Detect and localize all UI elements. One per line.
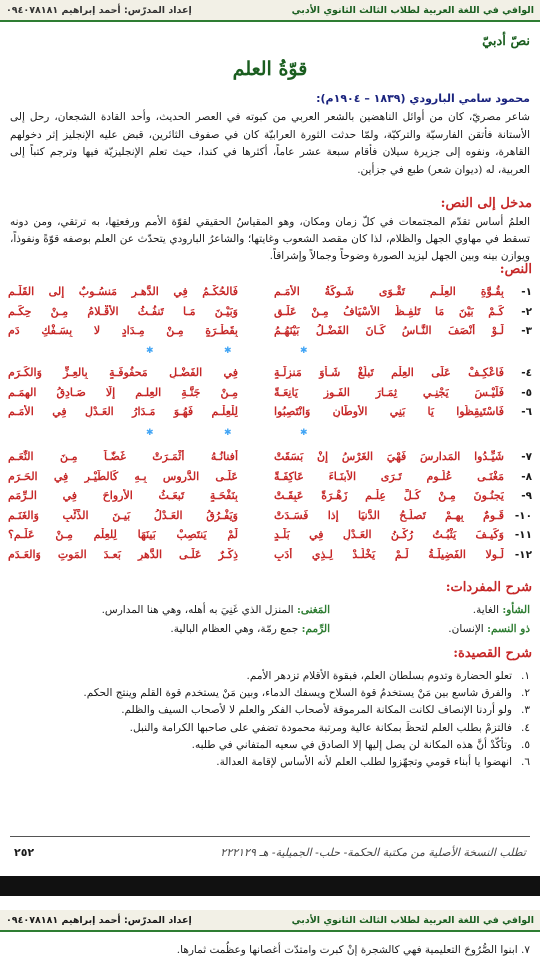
verse xyxy=(8,450,532,470)
item-text: تعلو الحضارة وتدوم بسلطان العلم، فبقوة الأقلام تزدهر الأمم. xyxy=(246,670,512,682)
list-item xyxy=(10,702,530,719)
verse-second-hemistich: لِلْعِلْـمِ فَهُـوَ مَـدَارُ العَـدْلِ فِي الأُمَـمِ xyxy=(8,405,238,418)
explanation-list xyxy=(10,668,530,771)
vocab-heading: شرح المفردات: xyxy=(445,580,532,595)
verse-number: ١٢- xyxy=(514,548,532,561)
item-text: انهضوا يا أبناء قومي وتجهّزوا لطلب العلم لأنه الأساس لإقامة العدالة. xyxy=(216,756,512,769)
vocab-term: ذو النسم: xyxy=(487,623,530,635)
star-icon: ✱ xyxy=(146,346,154,356)
page-header xyxy=(0,0,540,22)
verse-first-hemistich: فَلَيْـسَ يَجْنِـي ثِمَـارَ الفَـوزِ يَانِعَـةً xyxy=(274,385,504,399)
vocab-item xyxy=(473,601,530,620)
verse-first-hemistich: فَاعْكِـفْ عَلَى العِلْمِ تَبلُغْ شَـأْوَ مَنزِلَـةٍ xyxy=(274,366,504,379)
item-text: وتأكّدْ أنَّ هذه المكانة لن يصل إليها إلا الصادق في سعيه المتفاني في طلبه. xyxy=(191,738,512,751)
verse-number: ٥- xyxy=(521,386,532,399)
lesson-title: قوّةُ العلم xyxy=(232,58,308,80)
verse xyxy=(8,509,532,529)
star-icon: ✱ xyxy=(224,346,232,356)
verse xyxy=(8,285,532,305)
verse-second-hemistich: فِي الفَضْـلِ مَحفُوفَـةٍ بِالعِـزِّ وَالكَـرَمِ xyxy=(8,366,238,379)
verse-second-hemistich: أَفنانُـهُ أَثْمَـرَتْ غَضّـاً مِـنَ النِّعَـمِ xyxy=(8,450,238,463)
verse-number: ٨- xyxy=(521,470,532,483)
list-item xyxy=(10,668,530,685)
item-text: والفرق شاسع بين مَنْ يستخدمُ قوة السلاح ويسفك الدماء، وبين مَنْ يستخدم قوة القلم وينتج الحكم. xyxy=(83,687,512,700)
verse-first-hemistich: شَيِّـدُوا المَدارسَ فَهْيَ الغَرْسُ إنْ بَسَقَتْ xyxy=(274,450,504,463)
list-item xyxy=(10,720,530,737)
vocab-item xyxy=(170,620,330,639)
verse-number: ١١- xyxy=(514,529,532,541)
verse xyxy=(8,386,532,406)
author-credit: إعداد المدرّس: أحمد إبراهيم ٠٩٤٠٧٨١٨١ xyxy=(6,4,192,16)
poem-stanza-3 xyxy=(8,450,532,567)
vocab-definition: الغاية. xyxy=(472,604,500,616)
intro-text: العلمُ أساس تقدّم المجتمعات في كلّ زمان ومكان، وهو المقياسُ الحقيقي لقوّة الأمم ورفعتِها، به ترتقي، ومن دونه تسقط في مهاوي الجهل والظلام، لذا كان مقصد الشعوب وغايتها؛ والشاعرُ البارودي يتحدّث عن العلم بوصفه قوّةً ونفوذاً، ويوازن بينه وبين الجهل ليزيد الصورة وضوحاً وجمالاً وإشراقاً. xyxy=(10,216,530,262)
star-icon: ✱ xyxy=(300,346,308,356)
vocab-table xyxy=(10,601,530,639)
verse-first-hemistich: فَاسْتَيقِظُوا يَا بَنِي الأَوطَانِ وَانْتَصِبُوا xyxy=(274,405,504,418)
verse xyxy=(8,305,532,325)
verse-second-hemistich: مِـنْ جَنَّـةِ العِلـمِ إلّا صَـادِقُ الهِمَـمِ xyxy=(8,385,238,399)
verse xyxy=(8,548,532,568)
item-number: ٣. xyxy=(521,704,530,717)
page-separator xyxy=(0,876,540,896)
verse-second-hemistich: ذِكْـرٌ عَلَـى الدَّهرِ بَعـدَ المَوتِ وَالعَـدَمِ xyxy=(8,547,238,561)
publisher-note: تطلب النسخة الأصلية من مكتبة الحكمة- حلب- الجميلية- هـ ٢٢٢١٢٩ xyxy=(220,846,526,859)
verse xyxy=(8,405,532,425)
verse xyxy=(8,324,532,344)
poet-name: محمود سامي البارودي (١٨٣٩ – ١٩٠٤م): xyxy=(316,92,530,105)
vocab-definition: المنزل الذي غَنِيَ به أهله، وهي هنا المدارس. xyxy=(101,604,294,616)
verse-second-hemistich: عَلَـى الدُّروسِ بِـهِ كَالطَّيْـرِ فِي الحَـرَمِ xyxy=(8,469,238,483)
page-number: ٢٥٢ xyxy=(14,846,35,859)
verse-first-hemistich: لَـولا الفَضِيلَـةُ لَـمْ يَخْلُـدْ لِـذِي أَدَبٍ xyxy=(274,547,504,561)
verse-first-hemistich: وَكَيـفَ يَثْبُـتُ رُكْـنُ العَـدْلِ فِي بَلَـدٍ xyxy=(274,528,504,541)
poem-stanza-1 xyxy=(8,285,532,344)
vocab-term: الشأو: xyxy=(502,604,530,616)
poem-stanza-2 xyxy=(8,366,532,425)
vocab-item xyxy=(102,601,330,620)
verse-first-hemistich: مَغْنَـى عُلُـومٍ تَـرَى الأَبنَـاءَ عَاكِفَـةً xyxy=(274,469,504,483)
star-divider xyxy=(0,346,540,362)
item-number: ٦. xyxy=(521,756,530,769)
verse-second-hemistich: وَيَفْـرُقُ العَـدْلُ بَيـنَ الذِّئْبِ وَالغَنَـمِ xyxy=(8,508,238,522)
verse-first-hemistich: كَـمْ بَيْنَ مَا تَلفِـظُ الأَسْيَافُ مِـنْ عَلَـقٍ xyxy=(274,304,504,318)
verse-second-hemistich: بِقَطْـرَةٍ مِـنْ مِـدَادٍ لا بِسَـفْكِ دَمِ xyxy=(8,324,238,337)
verse-number: ٣- xyxy=(521,325,532,337)
page-footer xyxy=(0,846,540,859)
verse-number: ٤- xyxy=(521,367,532,379)
verse xyxy=(8,489,532,509)
vocab-definition: الإنسان. xyxy=(448,623,484,635)
vocab-term: الرِّمم: xyxy=(301,623,330,635)
next-page-first-line: ٧. ابنوا الصُّرُوحَ التعليمية فهي كالشجرة إنْ كبرت وامتدّت أغصانها وعظُمت ثمارها. xyxy=(176,944,530,956)
verse-second-hemistich: فَالحُكْـمُ فِي الدَّهـرِ مَنسُـوبٌ إلى القَلَـمِ xyxy=(8,285,238,298)
book-title: الوافي في اللغة العربية لطلاب الثالث الثانوي الأدبي xyxy=(291,914,534,926)
verse-number: ٦- xyxy=(521,406,532,418)
vocab-row xyxy=(10,601,530,620)
poet-bio: شاعر مصريّ، كان من أوائل الناهضين بالشعر العربي من كبوته في العصر الحديث، وأحد القادة الشجعان، رحل إلى الأستانة فأتقن الفارسيّة والتركيّة، ولمّا حدثت الثورة العرابيّة كان في صفوف الثائرين، قبض عليه الإنجليز إثر دخولهم القاهرة، ونفوه إلى جزيرة سيلان فأقام سبعة عشر عاماً، أكثرها في كندا، حيث تعلم الإنجليزيّة فيها وترجم كتباً إلى العربية، له (ديوان شعر) طبع في جزأين. xyxy=(10,111,530,176)
poem-heading: النص: xyxy=(499,262,532,277)
footer-divider xyxy=(10,836,530,837)
item-number: ٥. xyxy=(521,738,530,751)
star-icon: ✱ xyxy=(300,428,308,438)
vocab-row xyxy=(10,620,530,639)
verse xyxy=(8,528,532,548)
verse-second-hemistich: لَمْ يَنتَصِبْ بَينَهَا لِلعِلْمِ مِـنْ عَلَـمِ؟ xyxy=(8,528,238,541)
vocab-definition: جمع رمّة، وهي العظام البالية. xyxy=(170,623,299,635)
book-title: الوافي في اللغة العربية لطلاب الثالث الثانوي الأدبي xyxy=(291,4,534,16)
vocab-term: المَغنى: xyxy=(296,604,330,616)
verse-number: ٧- xyxy=(521,451,532,463)
verse-number: ٢- xyxy=(521,305,532,318)
next-page-header xyxy=(0,910,540,932)
intro-heading: مدخل إلى النص: xyxy=(440,196,532,211)
section-tag: نصّ أدبيّ xyxy=(482,34,530,49)
star-icon: ✱ xyxy=(146,428,154,438)
item-text: فالتزمْ بطلب العلم لتحظَ بمكانة عالية ومرتبة محمودة تضفي على صاحبها الكرامة والنبل. xyxy=(129,721,512,734)
list-item xyxy=(10,754,530,771)
explanation-heading: شرح القصيدة: xyxy=(453,646,532,661)
verse-first-hemistich: بِقُـوَّةِ العِلْـمِ تَقْـوَى شَـوكَةُ الأُمَـمِ xyxy=(274,285,504,298)
verse-first-hemistich: لَـوْ أَنْصَفَ النَّـاسُ كَـانَ الفَضْـلُ بَيْنَهُـمُ xyxy=(274,324,504,337)
verse-number: ١٠- xyxy=(514,509,532,522)
verse-second-hemistich: بِنَفْحَـةٍ تَبعَـثُ الأَرواحَ فِي الـرِّمَمِ xyxy=(8,489,238,502)
author-credit: إعداد المدرّس: أحمد إبراهيم ٠٩٤٠٧٨١٨١ xyxy=(6,914,192,926)
list-item xyxy=(10,737,530,754)
item-number: ٤. xyxy=(521,721,530,734)
verse xyxy=(8,366,532,386)
verse-number: ٩- xyxy=(521,490,532,502)
item-number: ١. xyxy=(521,670,530,682)
verse-second-hemistich: وَبَيْـنَ مَـا تَنفُـثُ الأَقْـلامُ مِـنْ حِكَـمِ xyxy=(8,304,238,318)
item-text: ولو أردنا الإنصاف لكانت المكانة المرموقة لأصحاب الفكر والعلم لا لأصحاب السيف والظلم. xyxy=(121,704,512,717)
verse-first-hemistich: قَـومٌ بِهِـمْ تَصلُـحُ الدُّنيَا إذا فَسَـدَتْ xyxy=(274,508,504,522)
verse-first-hemistich: يَجنُـونَ مِـنْ كُـلِّ عِلْـمٍ زَهْـرَةً عَبِقَـتْ xyxy=(274,489,504,502)
list-item xyxy=(10,685,530,702)
verse xyxy=(8,470,532,490)
vocab-item xyxy=(448,620,530,639)
verse-number: ١- xyxy=(521,286,532,298)
star-divider xyxy=(0,428,540,444)
item-number: ٢. xyxy=(521,687,530,700)
star-icon: ✱ xyxy=(224,428,232,438)
